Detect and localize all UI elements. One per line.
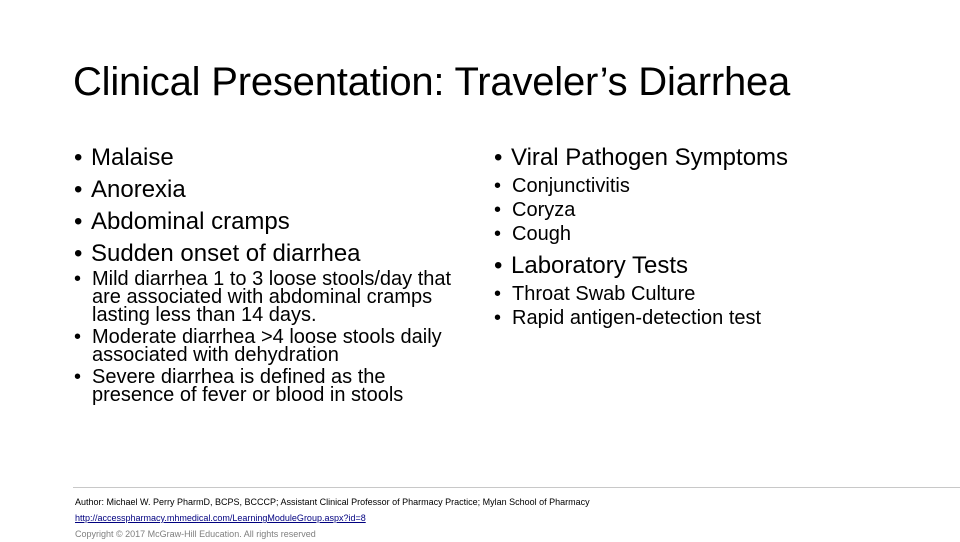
sub-list-item [494, 222, 934, 246]
sub-list-item-text: Throat Swab Culture [512, 283, 696, 305]
sub-list-item-text: Conjunctivitis [512, 175, 630, 197]
bullet-icon: • [74, 326, 82, 348]
bullet-icon: • [494, 252, 503, 279]
author-credit: Author: Michael W. Perry PharmD, BCPS, BCCCP; Assistant Clinical Professor of Pharmacy Practice; Mylan School of Pharmacy [75, 497, 590, 507]
slide-title: Clinical Presentation: Traveler’s Diarrhea [73, 60, 791, 104]
bullet-icon: • [74, 366, 82, 388]
list-item [74, 174, 484, 206]
list-item-text: Malaise [91, 144, 174, 171]
bullet-icon: • [494, 283, 502, 305]
sub-list-item [494, 198, 934, 222]
footer [75, 494, 935, 542]
sub-list-item-text: Cough [512, 223, 571, 245]
sub-list-item-text: Severe diarrhea is defined as the presence of fever or blood in stools [92, 366, 404, 406]
sub-list-item-text: Moderate diarrhea >4 loose stools daily associated with dehydration [92, 326, 442, 366]
bullet-icon: • [74, 268, 82, 290]
sub-list-item [494, 282, 934, 306]
bullet-icon: • [74, 240, 83, 267]
list-item-text: Anorexia [91, 176, 186, 203]
left-column [74, 142, 484, 408]
bullet-icon: • [494, 199, 502, 221]
list-item [494, 142, 934, 174]
sub-list-item [494, 306, 934, 330]
sub-list-item [74, 328, 454, 364]
footer-divider [73, 487, 960, 488]
source-link[interactable]: http://accesspharmacy.mhmedical.com/LearningModuleGroup.aspx?id=8 [75, 513, 366, 523]
list-item [74, 206, 484, 238]
list-item [74, 142, 484, 174]
list-item-text: Sudden onset of diarrhea [91, 240, 361, 267]
symptom-list [74, 142, 484, 270]
diarrhea-severity-list [74, 270, 454, 404]
bullet-icon: • [74, 176, 83, 203]
list-item [74, 238, 484, 270]
section-heading: Viral Pathogen Symptoms [511, 144, 789, 171]
bullet-icon: • [494, 144, 503, 171]
lab-test-list [494, 282, 934, 330]
lab-section [494, 250, 934, 282]
sub-list-item [494, 174, 934, 198]
bullet-icon: • [494, 175, 502, 197]
sub-list-item-text: Coryza [512, 199, 576, 221]
sub-list-item-text: Rapid antigen-detection test [512, 307, 762, 329]
list-item-text: Abdominal cramps [91, 208, 290, 235]
list-item [494, 250, 934, 282]
sub-list-item-text: Mild diarrhea 1 to 3 loose stools/day that are associated with abdominal cramps lasting less than 14 days. [92, 268, 452, 326]
bullet-icon: • [494, 223, 502, 245]
bullet-icon: • [74, 208, 83, 235]
bullet-icon: • [494, 307, 502, 329]
sub-list-item [74, 368, 454, 404]
viral-section [494, 142, 934, 174]
section-heading: Laboratory Tests [511, 252, 688, 279]
viral-symptom-list [494, 174, 934, 246]
copyright-notice: Copyright © 2017 McGraw-Hill Education. All rights reserved [75, 529, 316, 539]
right-column [494, 142, 934, 330]
sub-list-item [74, 270, 454, 324]
bullet-icon: • [74, 144, 83, 171]
